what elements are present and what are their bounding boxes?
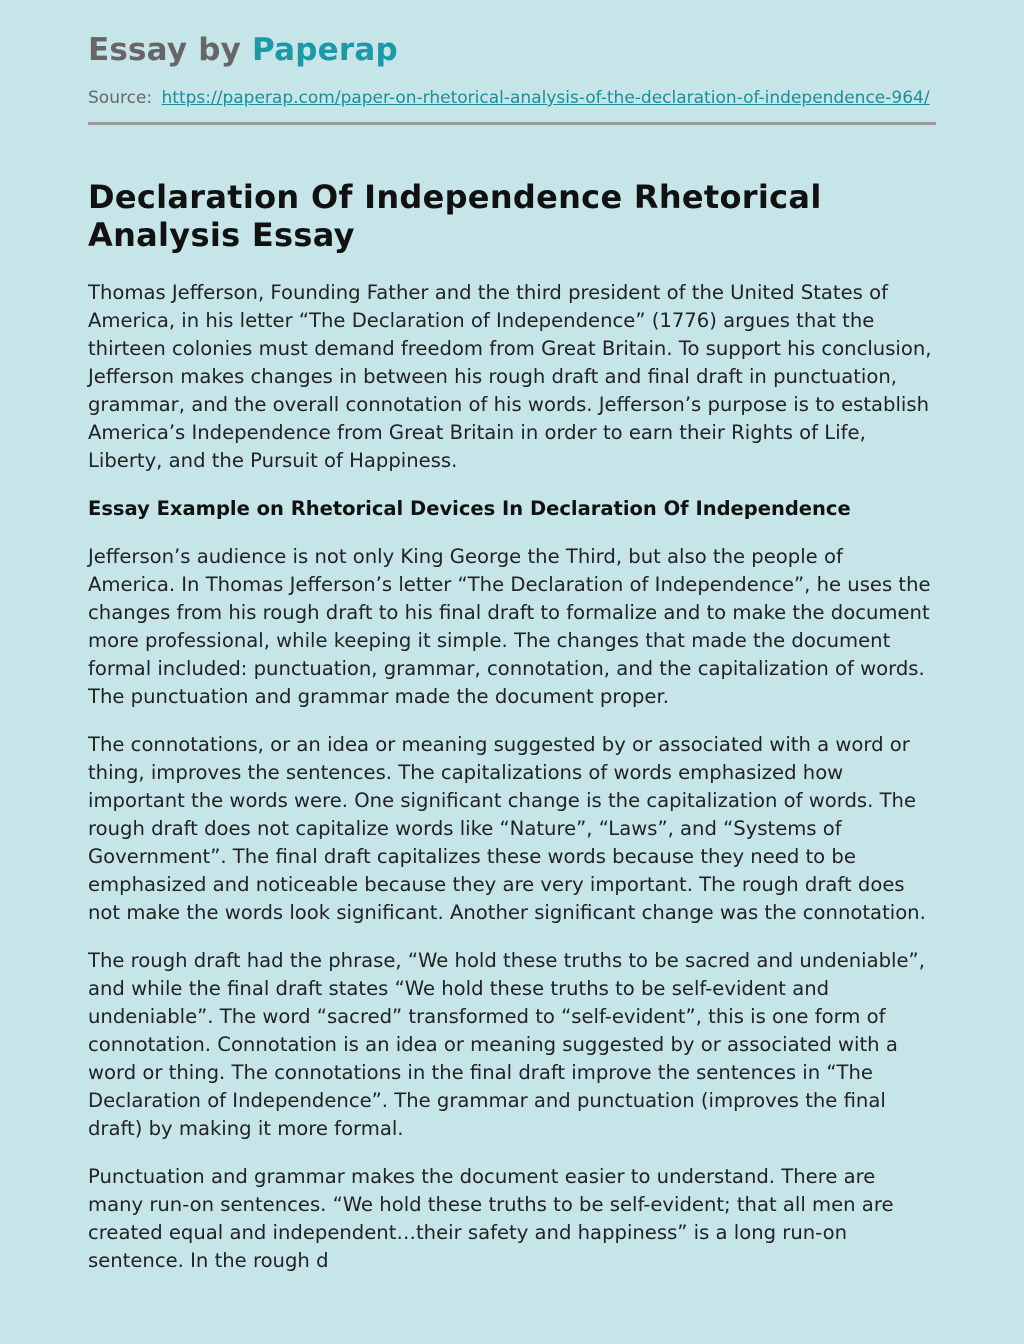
paragraph-connotations: The connotations, or an idea or meaning suggested by or associated with a word or thing, improves the sentences. The capitalizations of words emphasized how important the words were. One significant change is the capitalization of words. The rough draft does not capitalize words like “Nature”, “Laws”, and “Systems of Government”. The final draft capitalizes these words because they need to be emphasized and noticeable because they are very important. The rough draft does not make the words look significant. Another significant change was the connotation. [88,733,926,924]
paragraph-punctuation-tail: In the rough d [190,1249,329,1272]
header-divider [88,122,936,125]
paragraph-punctuation-body: Punctuation and grammar makes the document easier to understand. There are many run-on sentences. “We hold these truths to be self-evident; that all men are created equal and independent…their safety and happiness” is a long run-on sentence. [88,1165,894,1272]
page-title: Declaration Of Independence Rhetorical Analysis Essay [88,178,822,254]
source-label: Source: [88,88,153,108]
paragraph-intro: Thomas Jefferson, Founding Father and the third president of the United States of America, in his letter “The Declaration of Independence” (1776) argues that the thirteen colonies must demand freedom from Great Britain. To support his conclusion, Jefferson makes changes in between his rough draft and final draft in punctuation, grammar, and the overall connotation of his words. Jefferson’s purpose is to establish America’s Independence from Great Britain in order to earn their Rights of Life, Liberty, and the Pursuit of Happiness. [88,281,932,472]
section-heading: Essay Example on Rhetorical Devices In Declaration Of Independence [88,497,851,520]
paragraph-punctuation [88,1163,936,1275]
brand-prefix: Essay by [88,32,242,68]
source-link[interactable]: https://paperap.com/paper-on-rhetorical-analysis-of-the-declaration-of-independence-964/ [161,88,930,108]
site-brand[interactable] [88,30,936,70]
brand-name: Paperap [252,32,398,68]
source-line [88,87,936,109]
paragraph-rough-draft: The rough draft had the phrase, “We hold these truths to be sacred and undeniable”, and while the final draft states “We hold these truths to be self-evident and undeniable”. The word “sacred” transformed to “self-evident”, this is one form of connotation. Connotation is an idea or meaning suggested by or associated with a word or thing. The connotations in the final draft improve the sentences in “The Declaration of Independence”. The grammar and punctuation (improves the final draft) by making it more formal. [88,949,925,1140]
paragraph-audience: Jefferson’s audience is not only King George the Third, but also the people of America. In Thomas Jefferson’s letter “The Declaration of Independence”, he uses the changes from his rough draft to his final draft to formalize and to make the document more professional, while keeping it simple. The changes that made the document formal included: punctuation, grammar, connotation, and the capitalization of words. The punctuation and grammar made the document proper. [88,545,931,708]
